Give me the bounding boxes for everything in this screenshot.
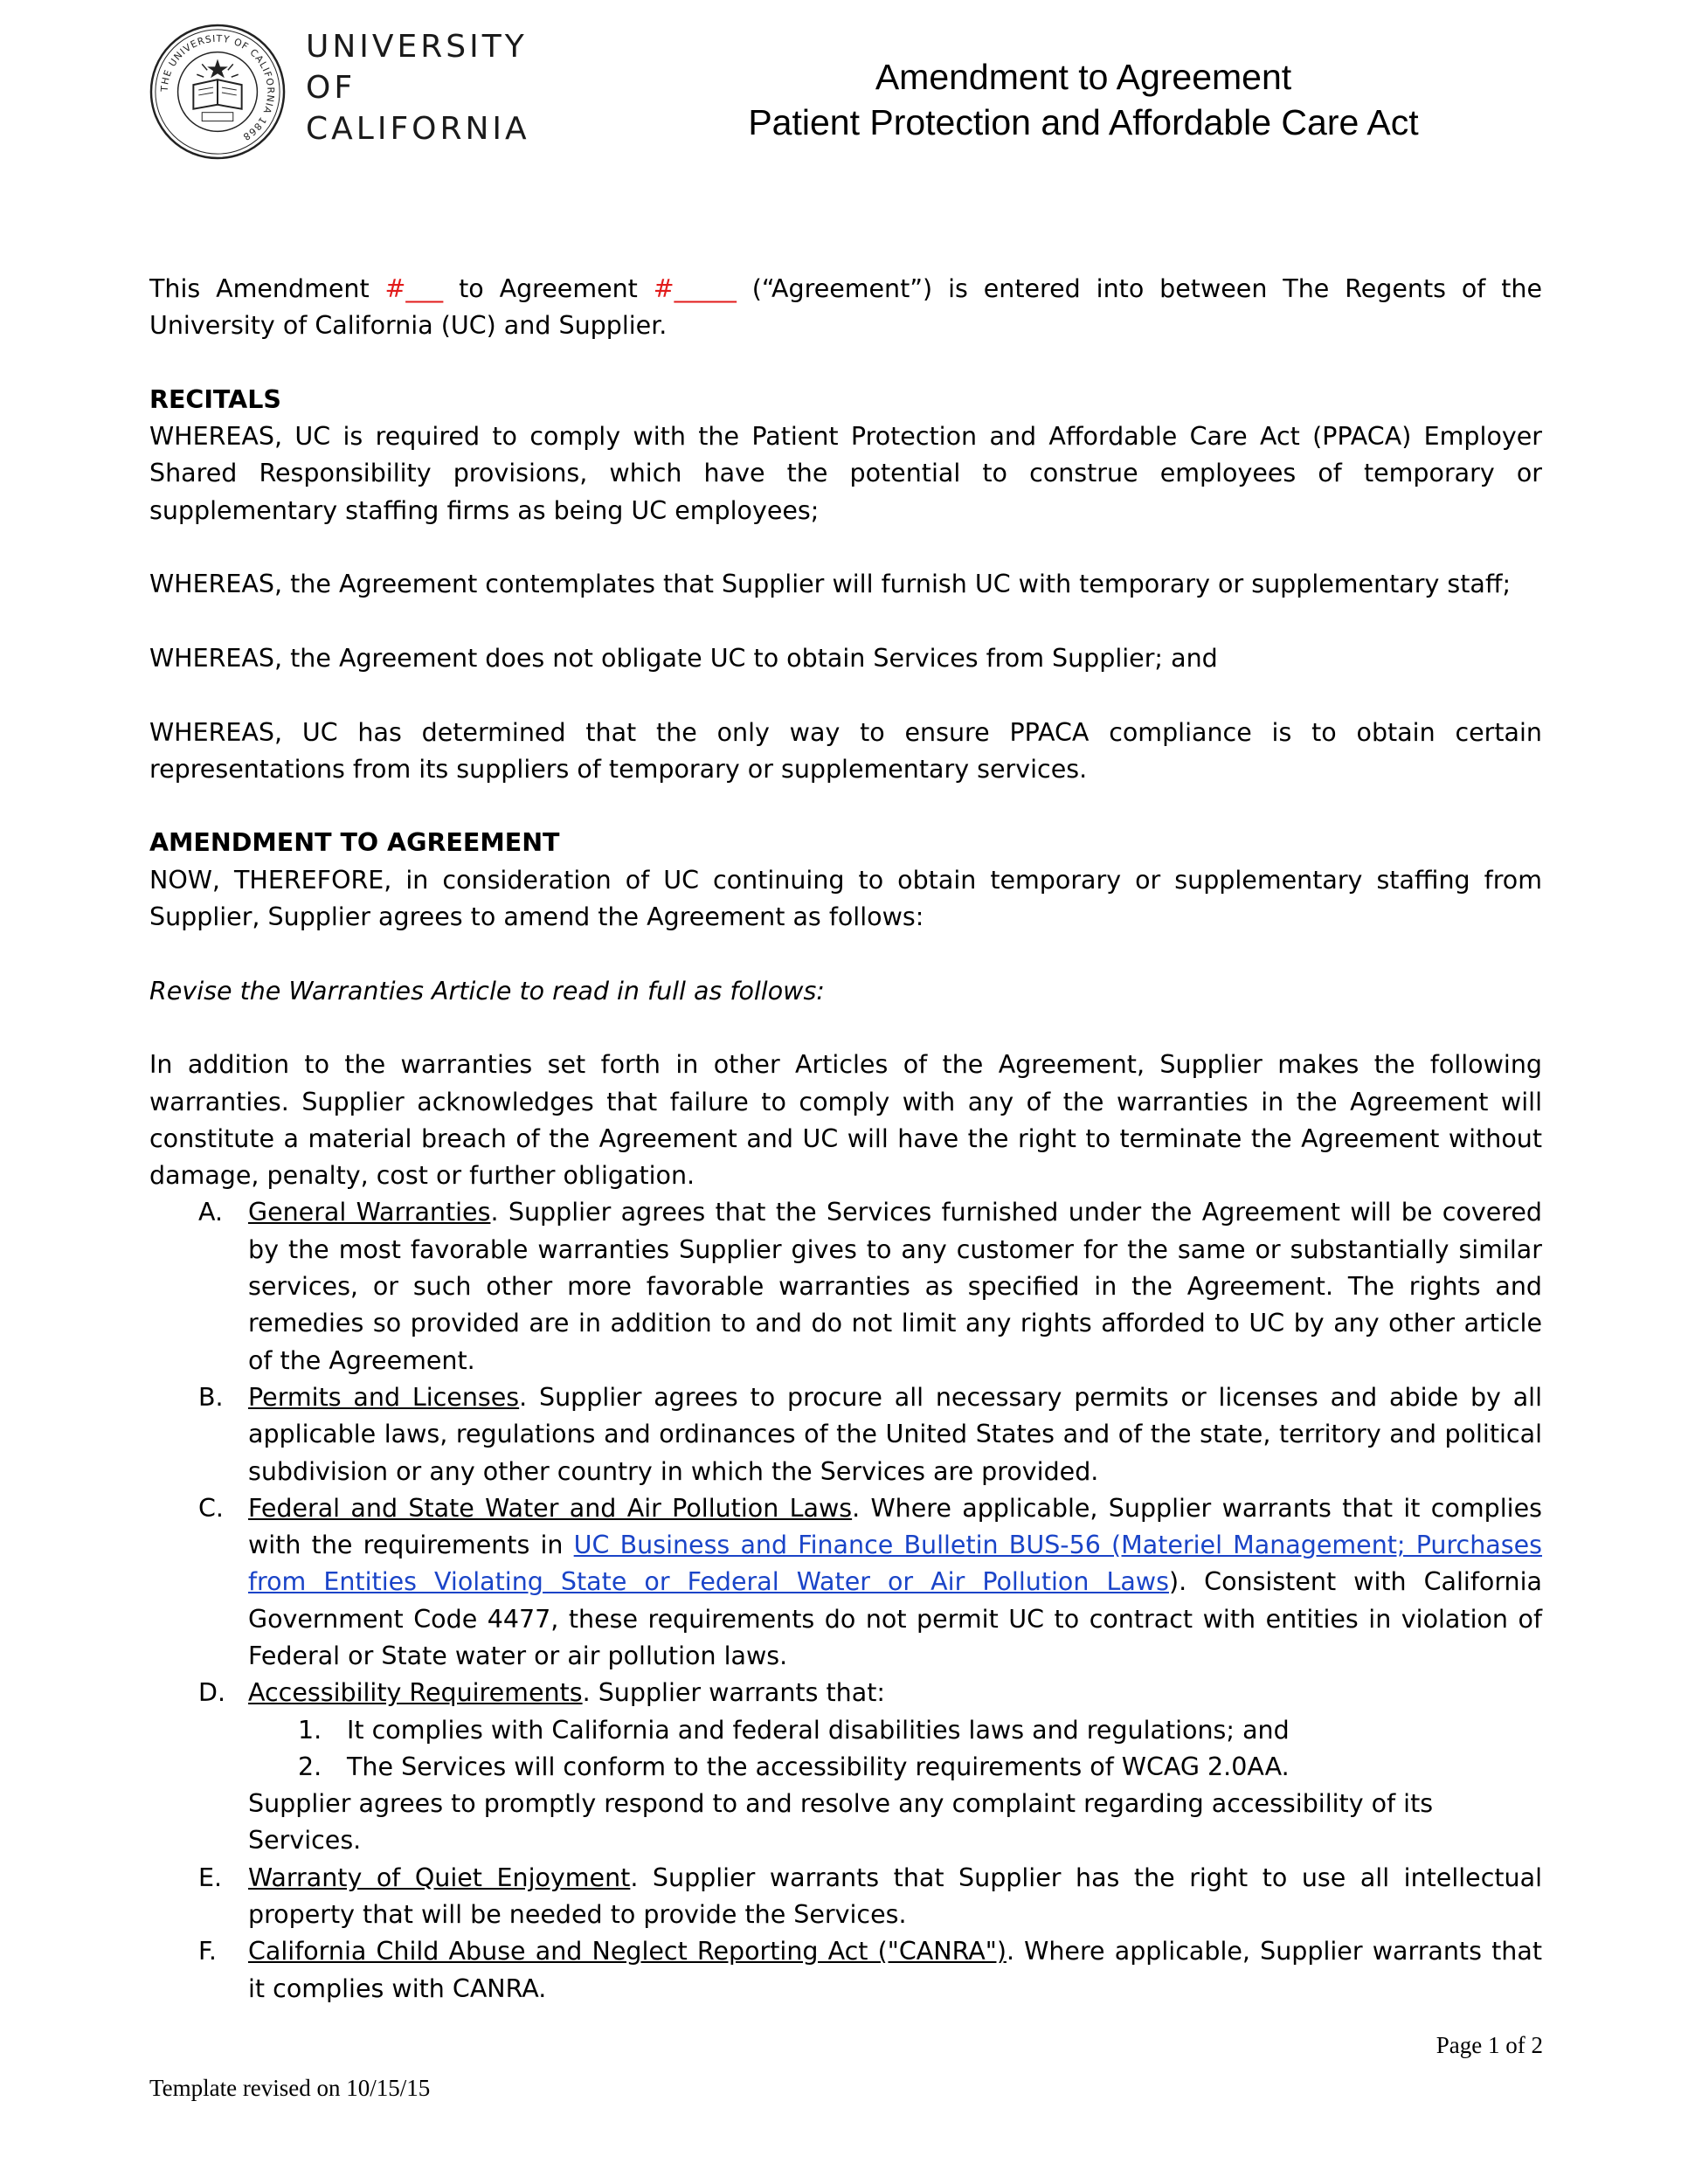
item-text: . Where applicable, Supplier warrants that it complies with CANRA. [248,1937,1542,2003]
warranties-intro: In addition to the warranties set forth in other Articles of the Agreement, Supplier makes the following warranties. Supplier acknowledges that failure to comply with any of the warranties in the Agreement will constitute a material breach of the Agreement and UC will have the right to terminate the Agreement without damage, penalty, cost or further obligation. [149,1050,1542,1191]
item-title: Federal and State Water and Air Pollution Laws [248,1493,853,1523]
instruction-text: Revise the Warranties Article to read in full as follows: [149,976,825,1006]
amendment-number-blank: #___ [384,274,444,303]
sub-item-1 [149,1712,1542,1749]
item-text: . Where applicable, Supplier warrants that it complies with the requirements in [248,1493,1542,1560]
item-text: . Supplier agrees that the Services furnished under the Agreement will be covered by the most favorable warranties Supplier gives to any customer for the same or substantially similar services, or such other more favorable warranties as specified in the Agreement. The rights and remedies so provided are in addition to and do not limit any rights afforded to UC by any other article of the Agreement. [248,1198,1542,1375]
document-title [647,54,1520,145]
recital-paragraph: WHEREAS, the Agreement does not obligate UC to obtain Services from Supplier; and [149,643,1218,673]
wordmark-line: OF [306,70,356,106]
university-wordmark [306,26,530,149]
intro-text: to Agreement [443,274,654,303]
item-marker: E. [198,1863,223,1892]
sub-marker: 1. [298,1715,322,1745]
recitals-heading: RECITALS [149,384,281,414]
warranty-item-a [149,1194,1542,1379]
item-marker: B. [198,1382,224,1412]
item-text: . Supplier warrants that: [582,1678,885,1708]
title-line-1: Amendment to Agreement [875,57,1292,97]
sub-text: The Services will conform to the accessibility requirements of WCAG 2.0AA. [347,1752,1290,1781]
sub-marker: 2. [298,1752,322,1781]
recital-paragraph: WHEREAS, the Agreement contemplates that Supplier will furnish UC with temporary or supplementary staff; [149,570,1512,599]
document-body [149,271,1542,2008]
svg-text:THE UNIVERSITY OF CALIFORNIA 1: THE UNIVERSITY OF CALIFORNIA 1868 [158,32,277,143]
title-line-2: Patient Protection and Affordable Care Act [748,102,1419,142]
item-marker: C. [198,1493,224,1523]
page-number: Page 1 of 2 [1435,2032,1543,2058]
amendment-heading: AMENDMENT TO AGREEMENT [149,828,560,858]
wordmark-line: UNIVERSITY [306,29,528,65]
item-marker: F. [198,1937,217,1966]
item-title: Permits and Licenses [248,1382,520,1412]
item-title: Accessibility Requirements [248,1678,583,1708]
intro-text: (“Agreement”) is entered into between The Regents of the University of California (UC) and Supplier. [149,274,1543,341]
item-marker: A. [198,1198,224,1227]
item-text: . Supplier warrants that Supplier has the right to use all intellectual property that will be needed to provide the Services. [248,1863,1542,1930]
item-title: Warranty of Quiet Enjoyment [248,1863,631,1892]
sub-item-2 [149,1749,1542,1786]
amendment-paragraph: NOW, THEREFORE, in consideration of UC continuing to obtain temporary or supplementary staffing from Supplier, Supplier agrees to amend the Agreement as follows: [149,865,1542,932]
item-title: General Warranties [248,1198,491,1227]
intro-paragraph [149,271,1542,345]
warranty-item-b [149,1379,1542,1490]
warranty-item-c [149,1490,1542,1675]
sub-text: It complies with California and federal disabilities laws and regulations; and [347,1715,1290,1745]
item-text: . Supplier agrees to procure all necessary permits or licenses and abide by all applicable laws, regulations and ordinances of the United States and of the state, territory and political subdivision or any other country in which the Services are provided. [248,1382,1543,1486]
item-text: ). Consistent with California Government Code 4477, these requirements do not permit UC to contract with entities in violation of Federal or State water or air pollution laws. [248,1567,1542,1670]
recital-paragraph: WHEREAS, UC has determined that the only way to ensure PPACA compliance is to obtain certain representations from its suppliers of temporary or supplementary services. [149,717,1542,784]
bus-56-link[interactable]: UC Business and Finance Bulletin BUS-56 (Materiel Management; Purchases from Entities Violating State or Federal Water or Air Pollution Laws [248,1531,1542,1597]
item-marker: D. [198,1678,226,1708]
intro-text: This Amendment [149,274,385,303]
agreement-number-blank: #_____ [653,274,737,303]
recital-paragraph: WHEREAS, UC is required to comply with the Patient Protection and Affordable Care Act (PPACA) Employer Shared Responsibility provisions, which have the potential to construe employees of temporary or supplementary staffing firms as being UC employees; [149,422,1542,525]
warranty-item-e [149,1860,1542,1934]
warranty-item-f [149,1933,1542,2008]
item-title: California Child Abuse and Neglect Reporting Act ("CANRA") [248,1937,1007,1966]
template-revised-note: Template revised on 10/15/15 [149,2075,431,2101]
uc-seal-logo [149,23,287,161]
wordmark-line: CALIFORNIA [306,111,530,147]
warranty-item-d [149,1675,1542,1711]
accessibility-closing: Supplier agrees to promptly respond to and resolve any complaint regarding accessibility of its Services. [248,1789,1434,1856]
